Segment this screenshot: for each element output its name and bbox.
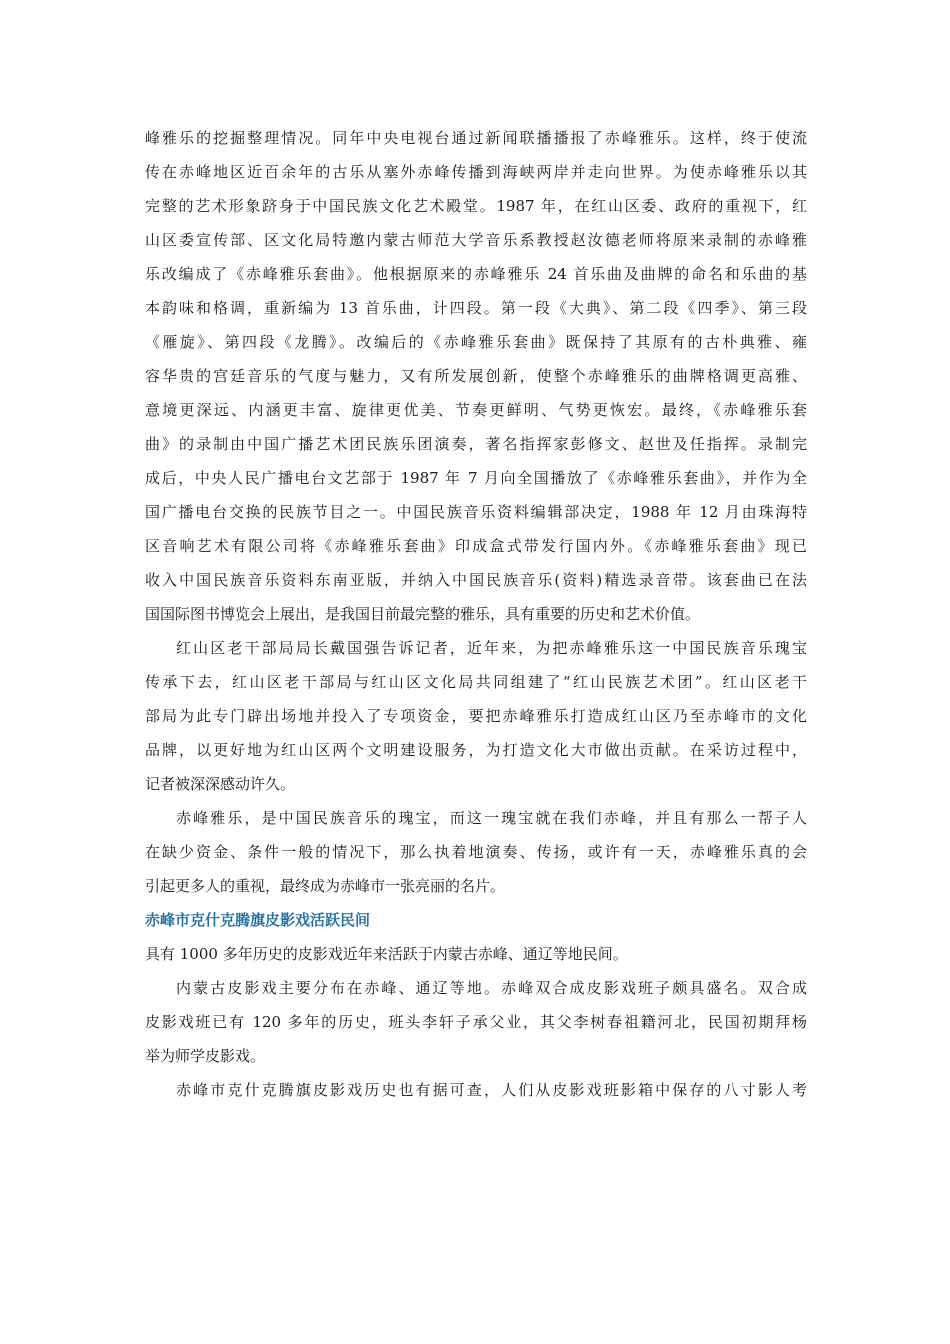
section-intro: 具有 1000 多年历史的皮影戏近年来活跃于内蒙古赤峰、通辽等地民间。 [145,945,628,963]
text-line: 举为师学皮影戏。 [145,1047,266,1065]
section-heading: 赤峰市克什克腾旗皮影戏活跃民间 [145,911,371,929]
text-line: 国广播电台交换的民族节目之一。中国民族音乐资料编辑部决定，1988 年 12 月由珠海特 [145,503,807,521]
text-line: 传在赤峰地区近百余年的古乐从塞外赤峰传播到海峡两岸并走向世界。为使赤峰雅乐以其 [145,163,807,181]
text-line: 内蒙古皮影戏主要分布在赤峰、通辽等地。赤峰双合成皮影戏班子颇具盛名。双合成 [176,979,807,997]
text-line: 《雁旋》、第四段《龙腾》。改编后的《赤峰雅乐套曲》既保持了其原有的古朴典雅、雍 [145,333,807,351]
text-line: 国国际图书博览会上展出，是我国目前最完整的雅乐，具有重要的历史和艺术价值。 [145,605,701,623]
document-page [145,121,807,1107]
text-line: 收入中国民族音乐资料东南亚版，并纳入中国民族音乐(资料)精选录音带。该套曲已在法 [145,571,807,589]
text-line: 意境更深远、内涵更丰富、旋律更优美、节奏更鲜明、气势更恢宏。最终，《赤峰雅乐套 [145,401,807,419]
text-line: 红山区老干部局局长戴国强告诉记者，近年来，为把赤峰雅乐这一中国民族音乐瑰宝 [176,639,807,657]
paragraph-shadow-play-troupe [145,971,807,1073]
text-line: 引起更多人的重视，最终成为赤峰市一张亮丽的名片。 [145,877,506,895]
text-line: 曲》的录制由中国广播艺术团民族乐团演奏，著名指挥家彭修文、赵世及任指挥。录制完 [145,435,807,453]
text-line: 山区委宣传部、区文化局特邀内蒙古师范大学音乐系教授赵汝德老师将原来录制的赤峰雅 [145,231,807,249]
text-line: 峰雅乐的挖掘整理情况。同年中央电视台通过新闻联播播报了赤峰雅乐。这样，终于使流 [145,129,807,147]
text-line: 部局为此专门辟出场地并投入了专项资金，要把赤峰雅乐打造成红山区乃至赤峰市的文化 [145,707,807,725]
text-line: 赤峰市克什克腾旗皮影戏历史也有据可查，人们从皮影戏班影箱中保存的八寸影人考 [176,1081,807,1099]
text-line: 品牌，以更好地为红山区两个文明建设服务，为打造文化大市做出贡献。在采访过程中， [145,741,807,759]
text-line: 记者被深深感动许久。 [145,775,296,793]
text-line: 在缺少资金、条件一般的情况下，那么执着地演奏、传扬，或许有一天，赤峰雅乐真的会 [145,843,807,861]
paragraph-conclusion [145,801,807,903]
paragraph-art-troupe [145,631,807,801]
text-line: 完整的艺术形象跻身于中国民族文化艺术殿堂。1987 年，在红山区委、政府的重视下，红 [145,197,807,215]
text-line: 皮影戏班已有 120 多年的历史，班头李轩子承父业，其父李树春祖籍河北，民国初期拜杨 [145,1013,807,1031]
text-line: 本韵味和格调，重新编为 13 首乐曲，计四段。第一段《大典》、第二段《四季》、第三段 [145,299,807,317]
text-line: 赤峰雅乐，是中国民族音乐的瑰宝，而这一瑰宝就在我们赤峰，并且有那么一帮子人 [176,809,807,827]
text-line: 区音响艺术有限公司将《赤峰雅乐套曲》印成盒式带发行国内外。《赤峰雅乐套曲》现已 [145,537,807,555]
paragraph-shadow-play-history [145,1073,807,1107]
text-line: 乐改编成了《赤峰雅乐套曲》。他根据原来的赤峰雅乐 24 首乐曲及曲牌的命名和乐曲的基 [145,265,807,283]
text-line: 成后，中央人民广播电台文艺部于 1987 年 7 月向全国播放了《赤峰雅乐套曲》，并作为全 [145,469,807,487]
paragraph-yayue-history [145,121,807,631]
text-line: 容华贵的宫廷音乐的气度与魅力，又有所发展创新，使整个赤峰雅乐的曲牌格调更高雅、 [145,367,807,385]
text-line: 传承下去，红山区老干部局与红山区文化局共同组建了“红山民族艺术团”。红山区老干 [145,673,807,691]
